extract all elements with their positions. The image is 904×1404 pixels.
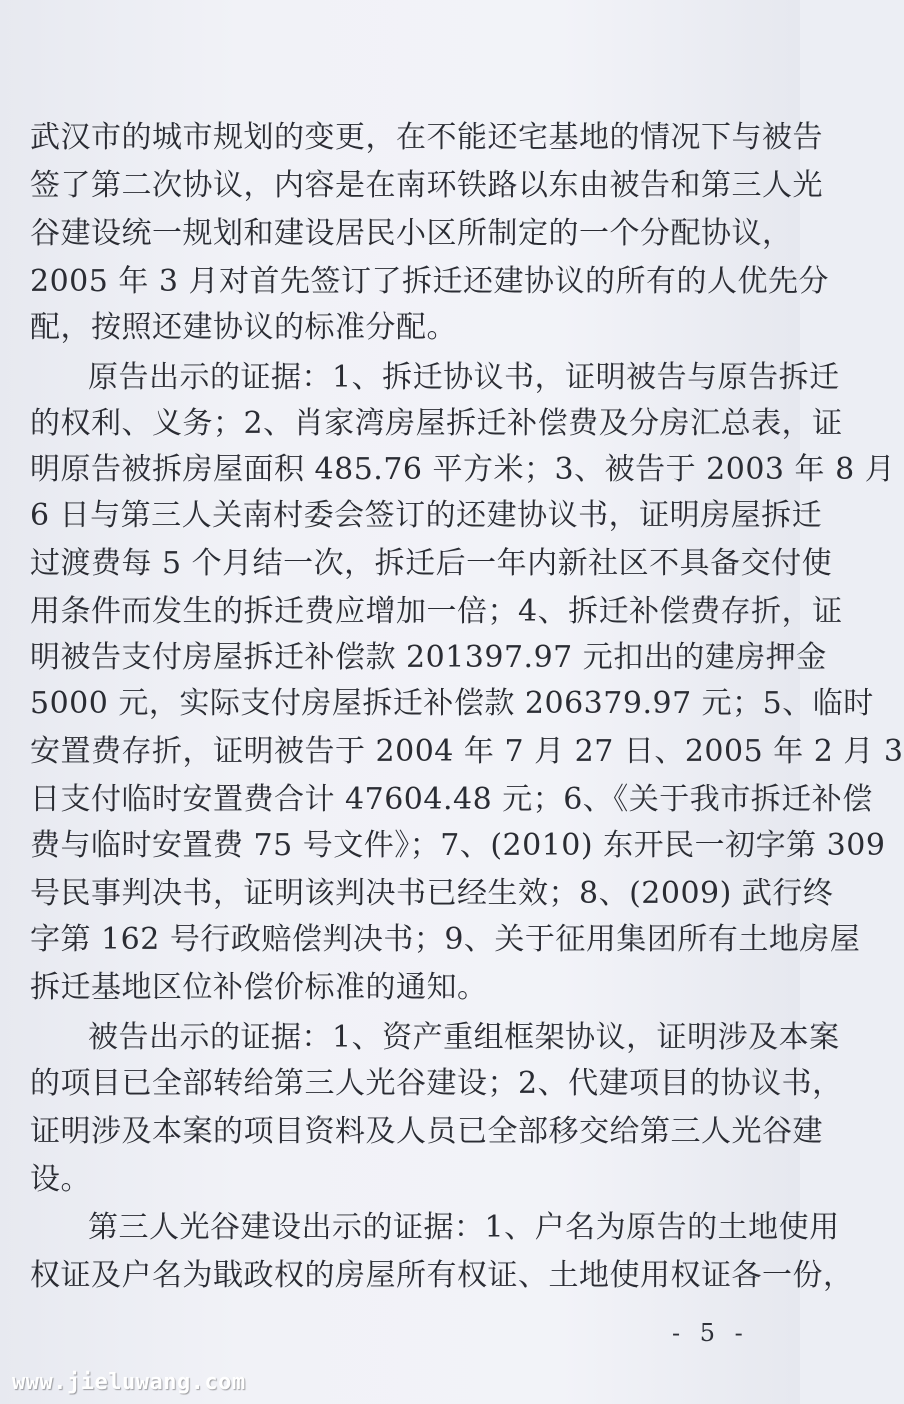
text-line: 日支付临时安置费合计 47604.48 元；6、《关于我市拆迁补偿 — [30, 782, 873, 817]
text-line: 武汉市的城市规划的变更，在不能还宅基地的情况下与被告 — [30, 120, 823, 155]
text-line: 设。 — [30, 1162, 91, 1197]
text-line: 第三人光谷建设出示的证据：1、户名为原告的土地使用 — [88, 1210, 840, 1245]
text-line: 配，按照还建协议的标准分配。 — [30, 310, 457, 345]
text-line: 字第 162 号行政赔偿判决书；9、关于征用集团所有土地房屋 — [30, 922, 861, 957]
text-line: 号民事判决书，证明该判决书已经生效；8、(2009) 武行终 — [30, 876, 834, 911]
text-line: 谷建设统一规划和建设居民小区所制定的一个分配协议， — [30, 216, 793, 251]
text-line: 明原告被拆房屋面积 485.76 平方米；3、被告于 2003 年 8 月 — [30, 452, 896, 487]
text-line: 的项目已全部转给第三人光谷建设；2、代建项目的协议书， — [30, 1066, 843, 1101]
text-line: 明被告支付房屋拆迁补偿款 201397.97 元扣出的建房押金 — [30, 640, 827, 675]
text-line: 证明涉及本案的项目资料及人员已全部移交给第三人光谷建 — [30, 1114, 823, 1149]
text-line: 原告出示的证据：1、拆迁协议书，证明被告与原告拆迁 — [88, 360, 840, 395]
text-line: 的权利、义务；2、肖家湾房屋拆迁补偿费及分房汇总表，证 — [30, 406, 843, 441]
text-line: 拆迁基地区位补偿价标准的通知。 — [30, 970, 488, 1005]
text-line: 签了第二次协议，内容是在南环铁路以东由被告和第三人光 — [30, 168, 823, 203]
text-line: 5000 元，实际支付房屋拆迁补偿款 206379.97 元；5、临时 — [30, 686, 874, 721]
text-line: 费与临时安置费 75 号文件》；7、(2010) 东开民一初字第 309 — [30, 828, 886, 863]
text-line: 用条件而发生的拆迁费应增加一倍；4、拆迁补偿费存折，证 — [30, 594, 843, 629]
text-line: 6 日与第三人关南村委会签订的还建协议书，证明房屋拆迁 — [30, 498, 823, 533]
text-line: 被告出示的证据：1、资产重组框架协议，证明涉及本案 — [88, 1020, 840, 1055]
text-line: 2005 年 3 月对首先签订了拆迁还建协议的所有的人优先分 — [30, 264, 830, 299]
text-line: 过渡费每 5 个月结一次，拆迁后一年内新社区不具备交付使 — [30, 546, 833, 581]
page-number: - 5 - — [672, 1319, 749, 1347]
text-line: 权证及户名为戢政权的房屋所有权证、土地使用权证各一份， — [30, 1258, 854, 1293]
watermark: www.jieluwang.com — [12, 1370, 246, 1395]
text-line: 安置费存折，证明被告于 2004 年 7 月 27 日、2005 年 2 月 3 — [30, 734, 904, 769]
